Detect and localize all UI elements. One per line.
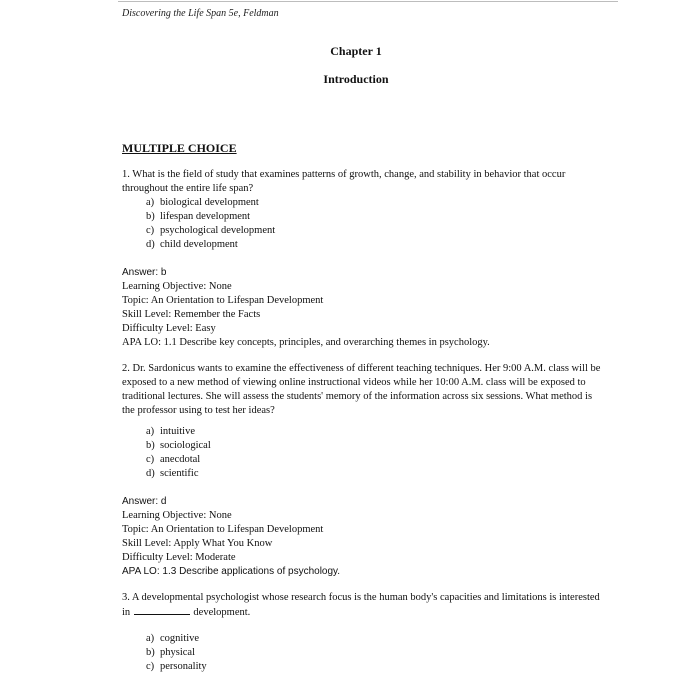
option-text: lifespan development [160,211,251,222]
option-text: anecdotal [160,454,201,465]
apa-learning-outcome: APA LO: 1.1 Describe key concepts, principles, and overarching themes in psychology. [122,337,490,348]
option-text: psychological development [160,225,276,236]
option-letter: b) [146,211,155,222]
option-text: scientific [160,468,199,479]
question-text-before: 3. A developmental psychologist whose research focus is the human body's capacities and limitations is interested in [122,592,600,618]
running-header: Discovering the Life Span 5e, Feldman [122,8,279,19]
option-letter: a) [146,197,155,208]
option-letter: c) [146,225,155,236]
question-text: 2. Dr. Sardonicus wants to examine the effectiveness of different teaching techniques. Her 9:00 A.M. class will be exposed to a new method of viewing online instructional videos while her 10:00 A.M. class will be exposed to traditional lectures. She will assess the students' memory of the information across six sessions. What method is the professor using to test her ideas? [122,363,601,416]
option-d [146,238,602,252]
answer-options [122,196,602,252]
learning-objective: Learning Objective: None [122,510,232,521]
apa-learning-outcome: APA LO: 1.3 Describe applications of psychology. [122,566,341,577]
option-a [146,425,602,439]
option-b [146,439,602,453]
option-text: child development [160,239,238,250]
section-heading: MULTIPLE CHOICE [122,141,237,155]
answer-options [122,425,602,481]
fill-in-blank [134,605,190,615]
difficulty-level: Difficulty Level: Moderate [122,552,236,563]
option-letter: d) [146,468,155,479]
header-rule [118,1,618,2]
option-letter: b) [146,440,155,451]
topic: Topic: An Orientation to Lifespan Development [122,524,324,535]
chapter-number: Chapter 1 [330,44,382,58]
question-metadata [122,495,602,579]
option-a [146,196,602,210]
answer-options [122,632,602,674]
option-d [146,467,602,481]
option-b [146,210,602,224]
option-letter: c) [146,661,155,672]
question-list [122,168,602,674]
option-letter: b) [146,647,155,658]
option-text: sociological [160,440,211,451]
option-c [146,453,602,467]
option-text: physical [160,647,195,658]
topic: Topic: An Orientation to Lifespan Development [122,295,324,306]
option-text: personality [160,661,207,672]
question-2 [122,362,602,579]
question-metadata [122,266,602,350]
option-text: intuitive [160,426,195,437]
question-text: 1. What is the field of study that examines patterns of growth, change, and stability in behavior that occur throughout the entire life span? [122,169,566,194]
question-text-after: development. [193,607,251,618]
option-text: biological development [160,197,259,208]
answer-key: Answer: d [122,496,167,507]
option-letter: a) [146,426,155,437]
skill-level: Skill Level: Remember the Facts [122,309,261,320]
option-letter: c) [146,454,155,465]
difficulty-level: Difficulty Level: Easy [122,323,216,334]
question-text [122,591,602,620]
answer-key: Answer: b [122,267,167,278]
option-text: cognitive [160,633,200,644]
option-c [146,660,602,674]
option-c [146,224,602,238]
learning-objective: Learning Objective: None [122,281,232,292]
option-letter: d) [146,239,155,250]
option-b [146,646,602,660]
option-a [146,632,602,646]
chapter-title: Introduction [323,72,389,86]
question-1 [122,168,602,350]
question-3 [122,591,602,674]
option-letter: a) [146,633,155,644]
skill-level: Skill Level: Apply What You Know [122,538,273,549]
